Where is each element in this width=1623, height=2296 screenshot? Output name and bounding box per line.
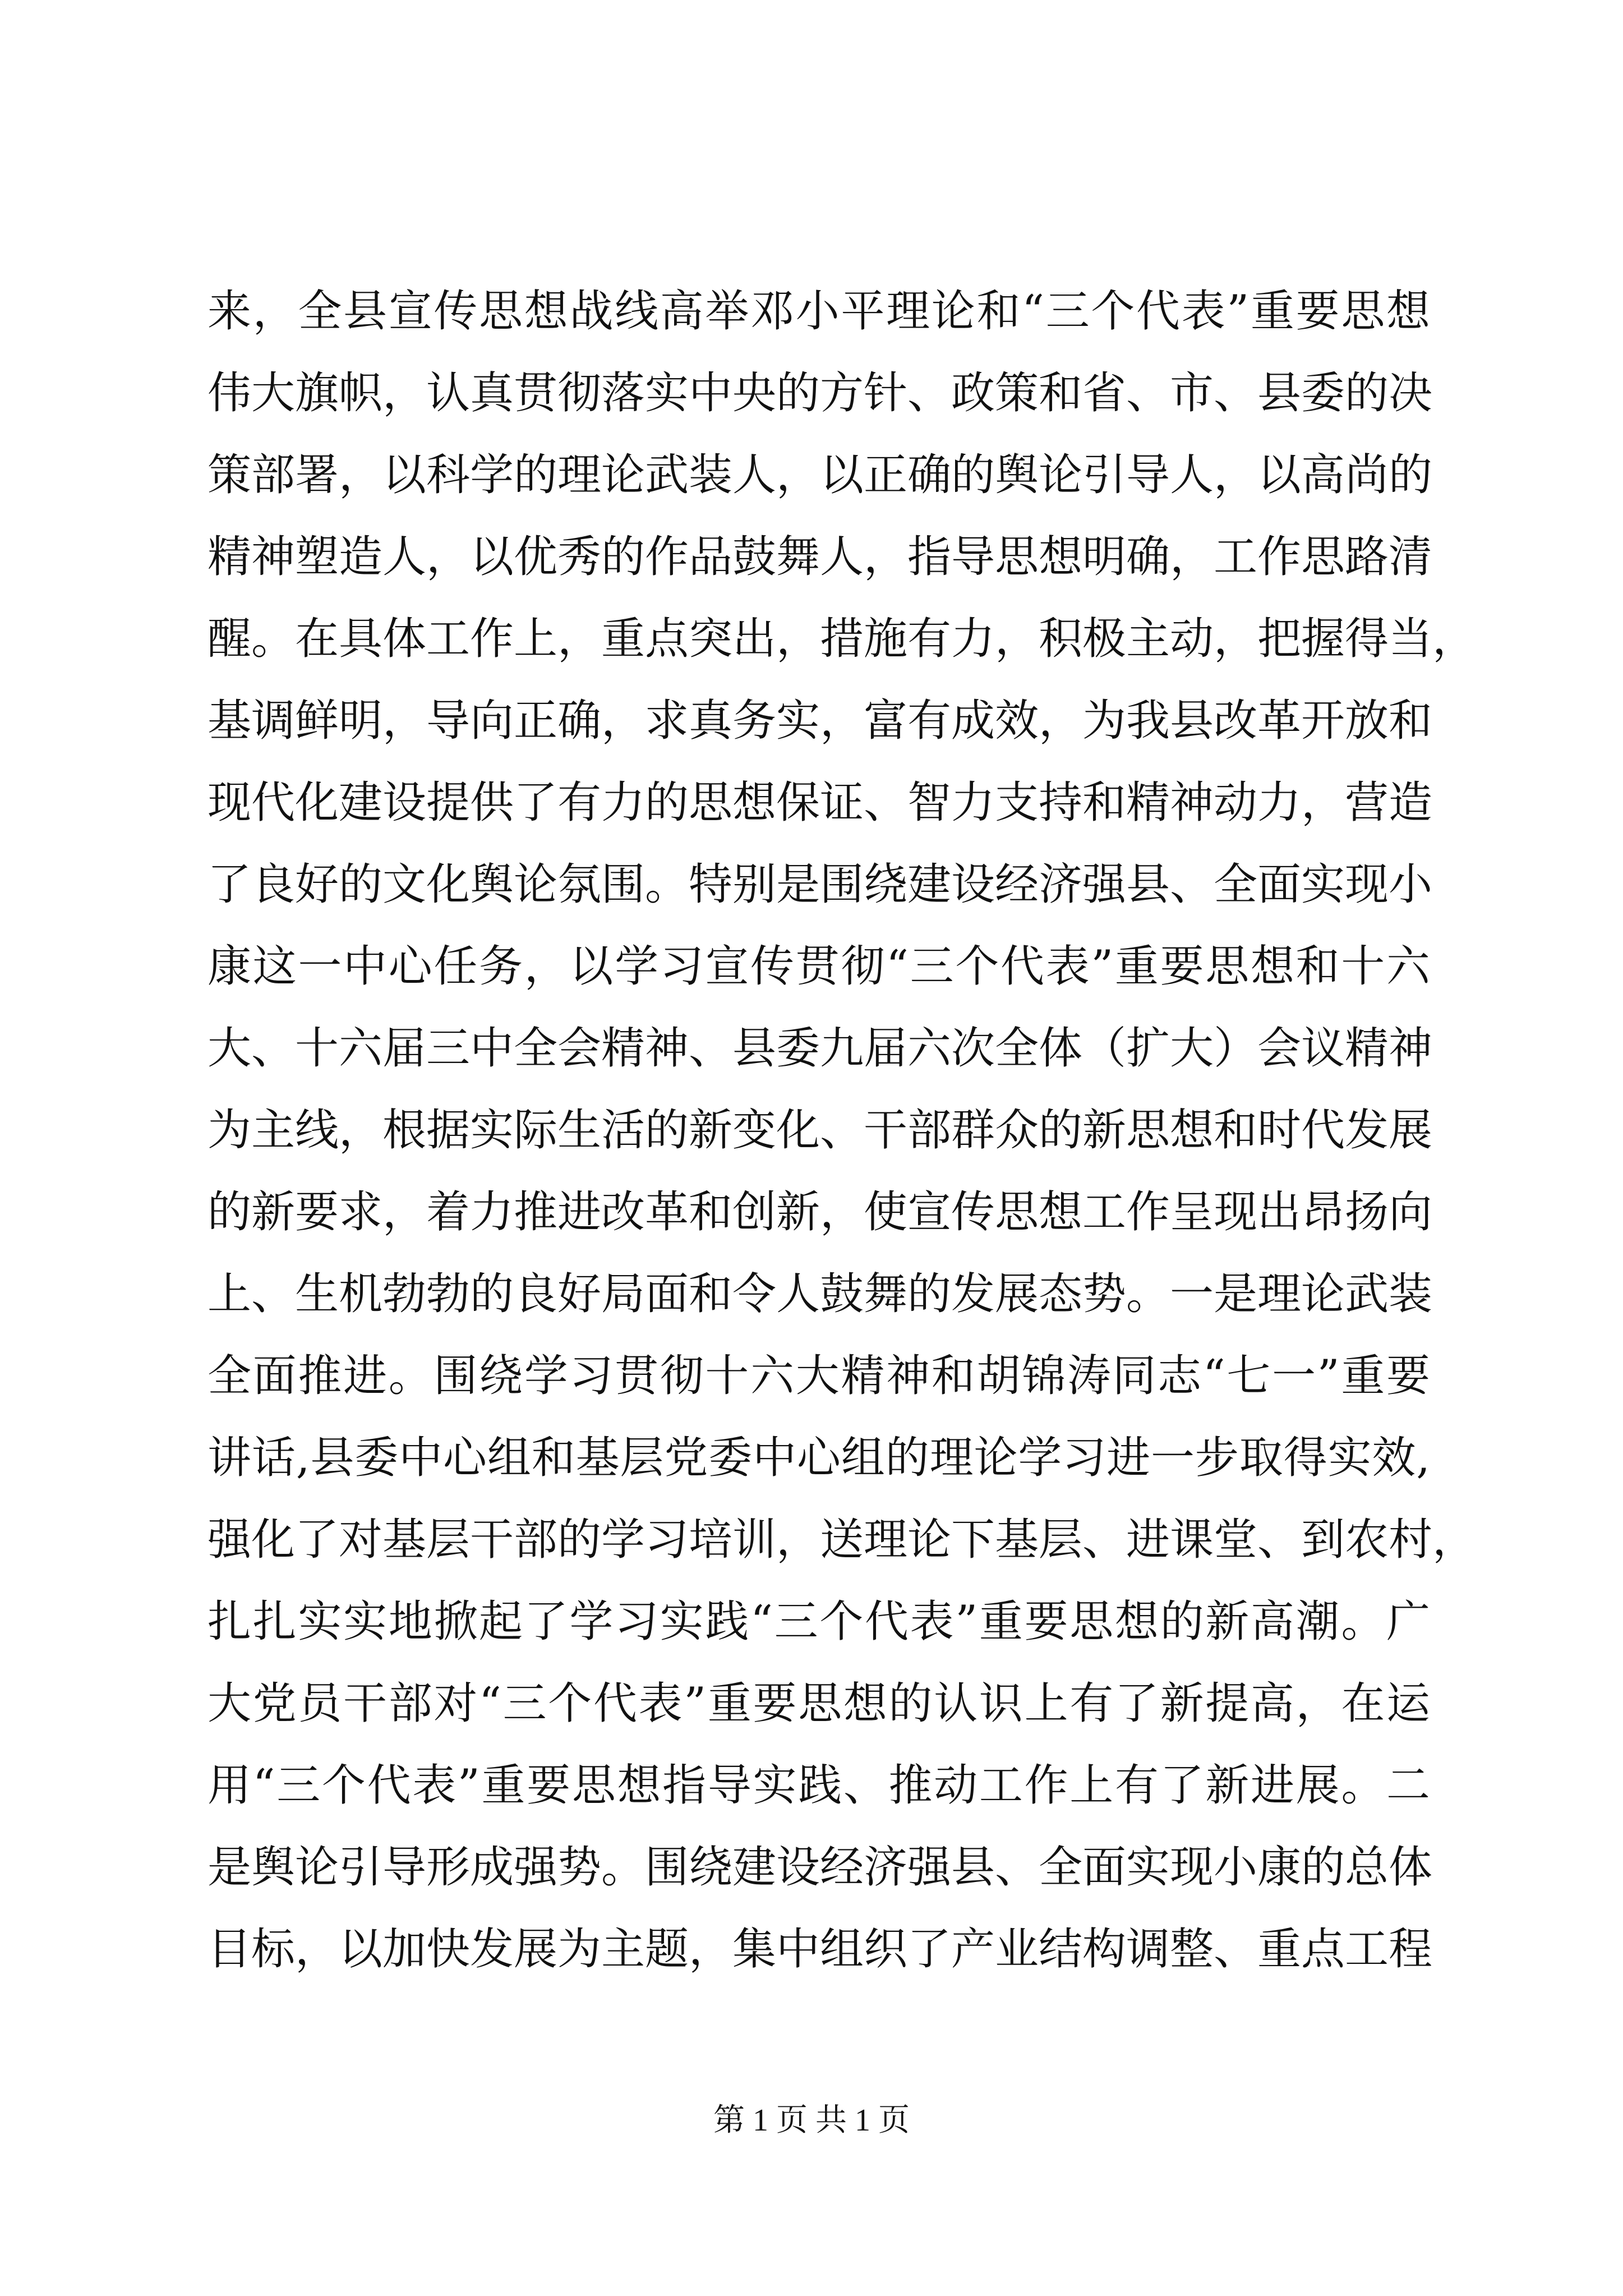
text-line: 强化了对基层干部的学习培训，送理论下基层、进课堂、到农村， <box>208 1515 1477 1565</box>
body-paragraph <box>208 270 1477 1990</box>
text-line: 是舆论引导形成强势。围绕建设经济强县、全面实现小康的总体 <box>208 1842 1433 1893</box>
text-line: 大党员干部对“三个代表”重要思想的认识上有了新提高，在运 <box>208 1678 1430 1729</box>
text-line: 基调鲜明，导向正确，求真务实，富有成效，为我县改革开放和 <box>208 696 1433 746</box>
text-line: 来，全县宣传思想战线高举邓小平理论和“三个代表”重要思想 <box>208 286 1430 337</box>
text-line: 目标，以加快发展为主题，集中组织了产业结构调整、重点工程 <box>208 1924 1433 1975</box>
text-line: 全面推进。围绕学习贯彻十六大精神和胡锦涛同志“七一”重要 <box>208 1351 1430 1401</box>
text-line: 伟大旗帜，认真贯彻落实中央的方针、政策和省、市、县委的决 <box>208 368 1433 418</box>
text-line: 了良好的文化舆论氛围。特别是围绕建设经济强县、全面实现小 <box>208 859 1433 910</box>
text-line: 扎扎实实地掀起了学习实践“三个代表”重要思想的新高潮。广 <box>208 1596 1430 1647</box>
text-line: 大、十六届三中全会精神、县委九届六次全体（扩大）会议精神 <box>208 1023 1433 1074</box>
text-line: 的新要求，着力推进改革和创新，使宣传思想工作呈现出昂扬向 <box>208 1187 1433 1237</box>
text-line: 为主线，根据实际生活的新变化、干部群众的新思想和时代发展 <box>208 1105 1433 1156</box>
text-line: 现代化建设提供了有力的思想保证、智力支持和精神动力，营造 <box>208 777 1433 828</box>
text-line: 康这一中心任务，以学习宣传贯彻“三个代表”重要思想和十六 <box>208 941 1430 992</box>
text-line: 讲话,县委中心组和基层党委中心组的理论学习进一步取得实效, <box>208 1433 1430 1483</box>
text-line: 精神塑造人，以优秀的作品鼓舞人，指导思想明确，工作思路清 <box>208 532 1433 582</box>
text-line: 策部署，以科学的理论武装人，以正确的舆论引导人，以高尚的 <box>208 450 1433 500</box>
text-line: 醒。在具体工作上，重点突出，措施有力，积极主动，把握得当， <box>208 614 1477 664</box>
text-line: 上、生机勃勃的良好局面和令人鼓舞的发展态势。一是理论武装 <box>208 1269 1433 1319</box>
text-line: 用“三个代表”重要思想指导实践、推动工作上有了新进展。二 <box>208 1760 1430 1811</box>
page-number-footer: 第 1 页 共 1 页 <box>713 2103 910 2138</box>
